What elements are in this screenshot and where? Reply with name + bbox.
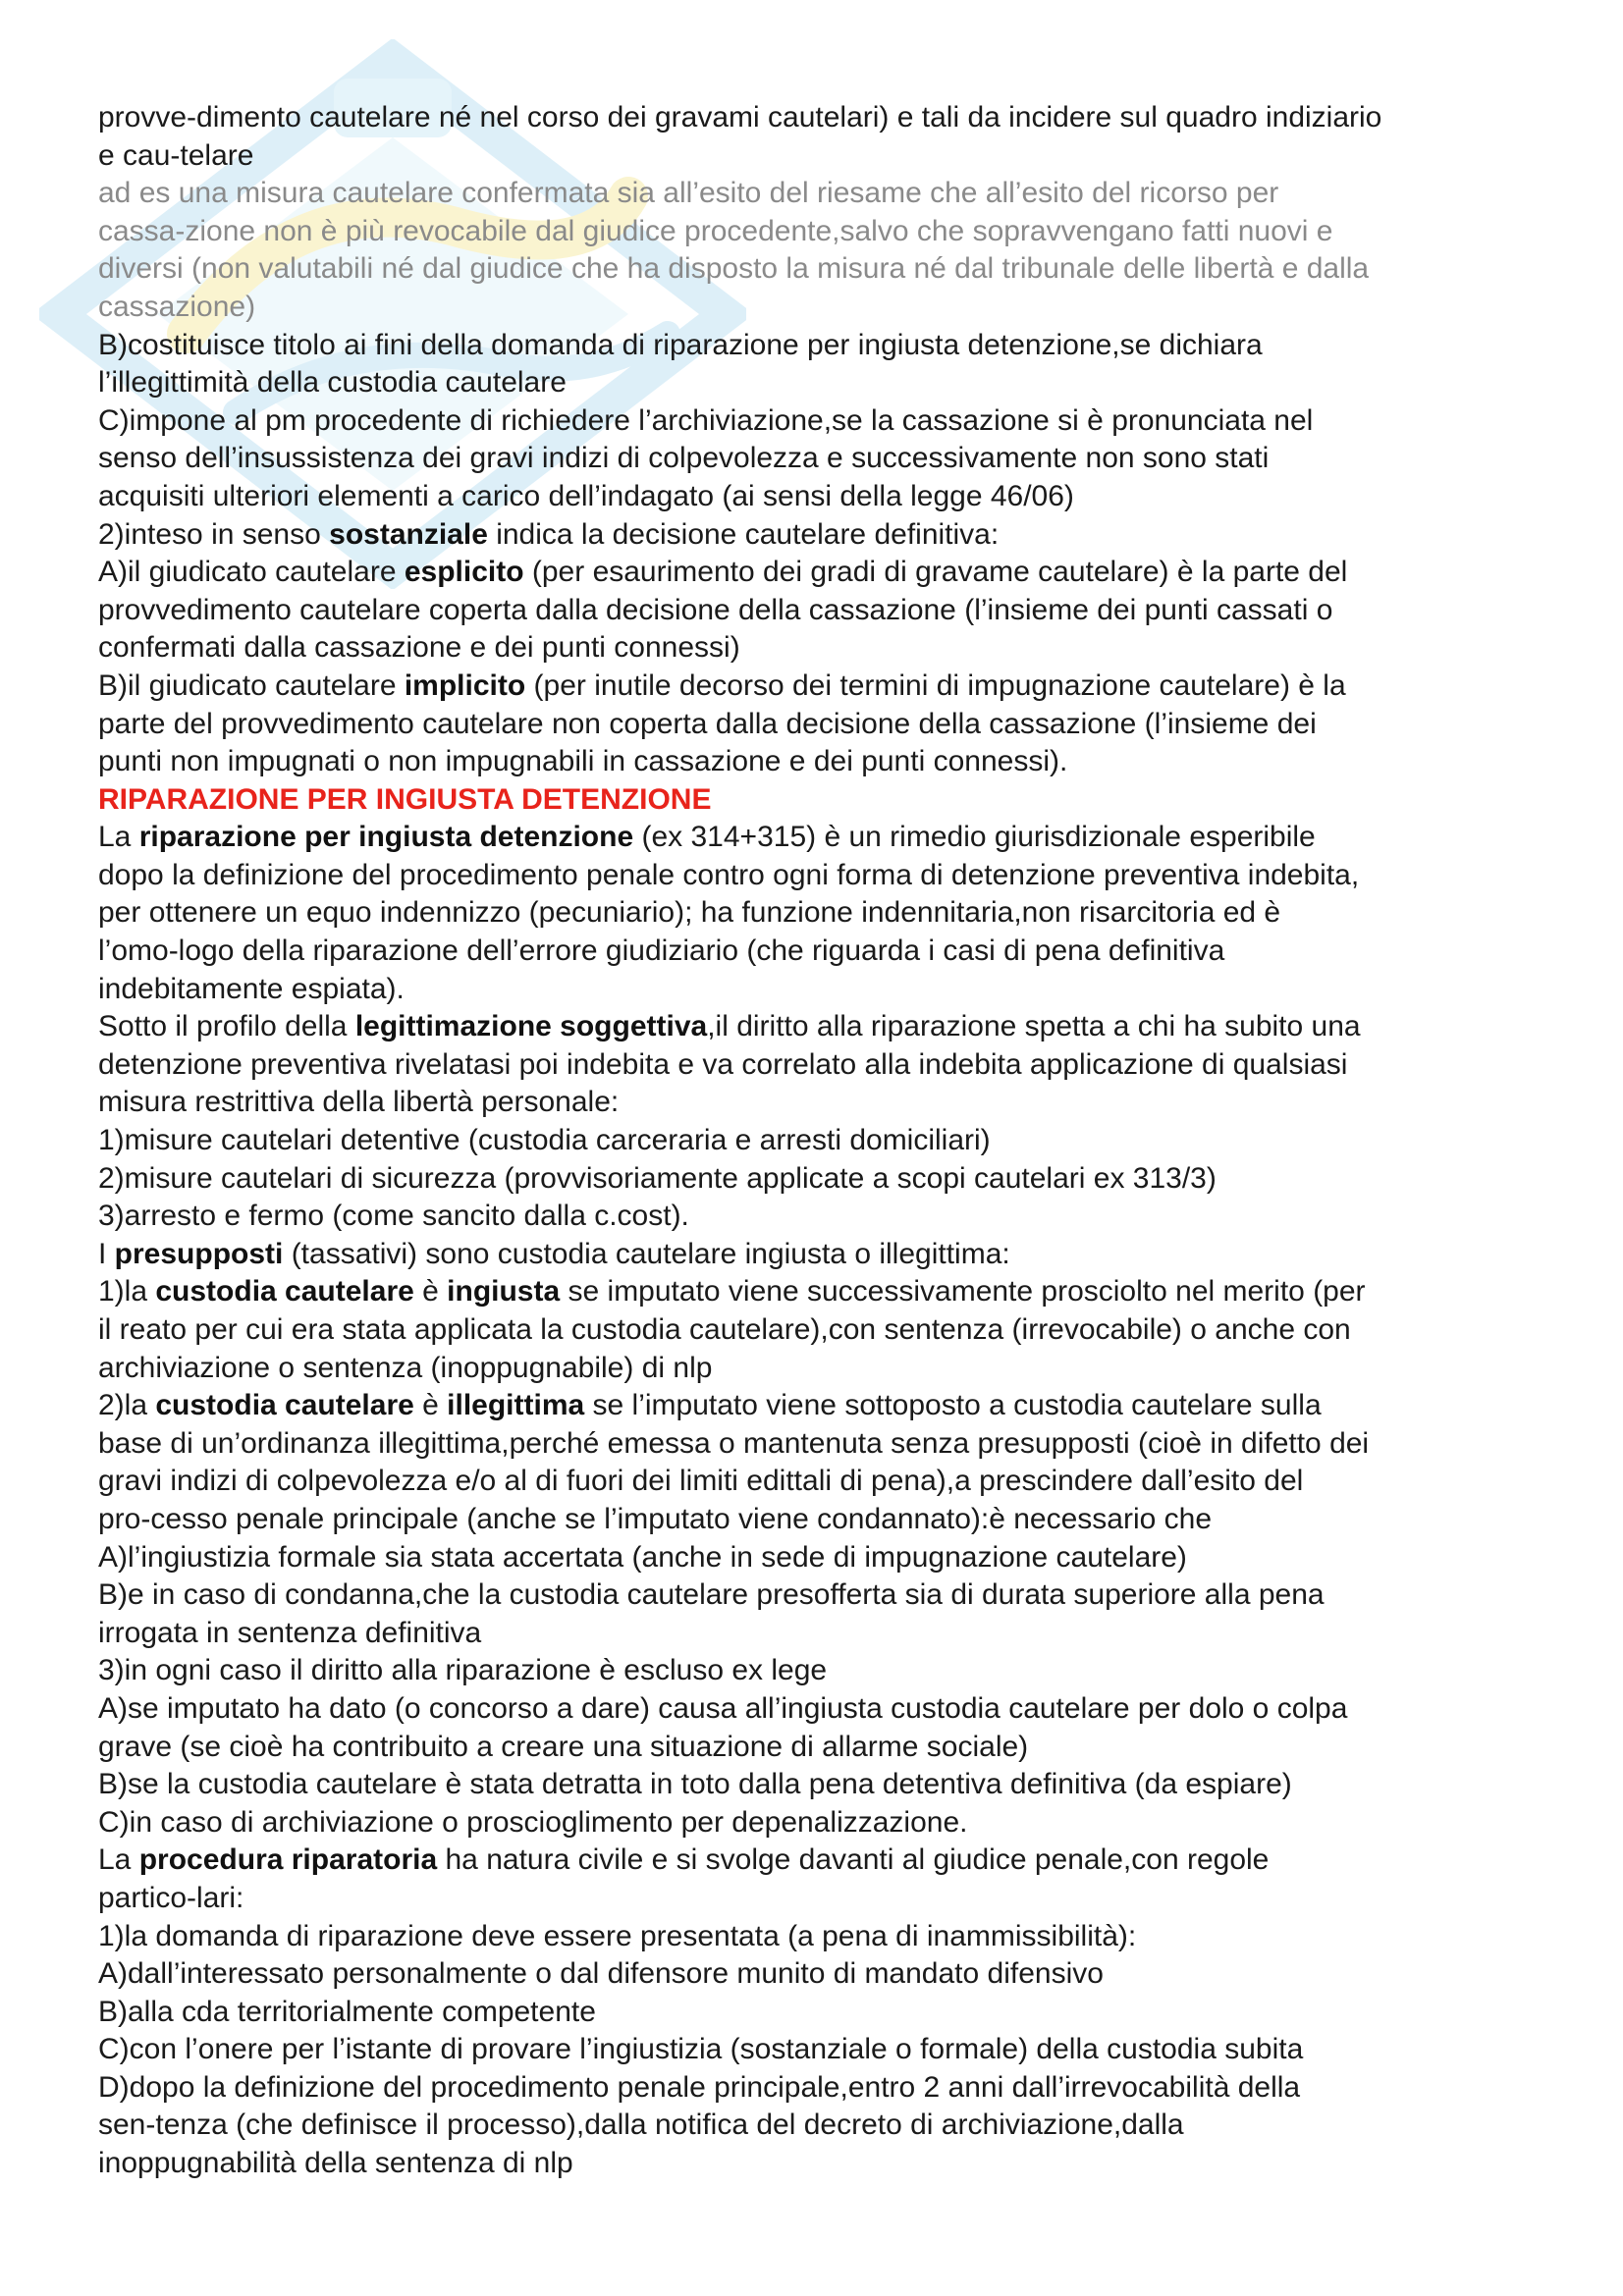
text-line: irrogata in sentenza definitiva	[98, 1616, 482, 1649]
note-line: ad es una misura cautelare confermata sia all’esito del riesame che all’esito del ricorso per	[98, 177, 1279, 210]
text-line	[98, 1842, 1551, 1880]
bold-term: legittimazione soggettiva	[354, 1010, 708, 1043]
text-line: parte del provvedimento cautelare non coperta dalla decisione della cassazione (l’insieme dei	[98, 707, 1317, 740]
text-run: (ex 314+315) è un rimedio giurisdizionale esperibile	[633, 821, 1316, 854]
text-line: B)costituisce titolo ai fini della domanda di riparazione per ingiusta detenzione,se dichiara	[98, 328, 1263, 361]
text-line: l’omo-logo della riparazione dell’errore giudiziario (che riguarda i casi di pena definitiva	[98, 934, 1225, 968]
text-line: acquisiti ulteriori elementi a carico dell’indagato (ai sensi della legge 46/06)	[98, 479, 1074, 512]
text-run: ha natura civile e si svolge davanti al giudice penale,con regole	[437, 1843, 1270, 1877]
text-line: 3)in ogni caso il diritto alla riparazione è escluso ex lege	[98, 1654, 828, 1687]
text-line: indebitamente espiata).	[98, 972, 405, 1005]
bold-term: custodia cautelare	[155, 1275, 414, 1308]
text-line: punti non impugnati o non impugnabili in cassazione e dei punti connessi).	[98, 745, 1068, 778]
text-line	[98, 516, 1551, 555]
text-run: (tassativi) sono custodia cautelare ingiusta o illegittima:	[283, 1237, 1010, 1270]
text-line: misura restrittiva della libertà personale:	[98, 1086, 620, 1119]
text-line	[98, 1008, 1551, 1046]
text-run: (per esaurimento dei gradi di gravame cautelare) è la parte del	[523, 556, 1348, 589]
section-heading: RIPARAZIONE PER INGIUSTA DETENZIONE	[98, 782, 712, 816]
text-line: A)l’ingiustizia formale sia stata accertata (anche in sede di impugnazione cautelare)	[98, 1540, 1187, 1574]
text-line: C)impone al pm procedente di richiedere l’archiviazione,se la cassazione si è pronunciata nel	[98, 403, 1314, 437]
text-line: grave (se cioè ha contribuito a creare una situazione di allarme sociale)	[98, 1730, 1029, 1763]
document-page	[98, 99, 1551, 2183]
note-line: diversi (non valutabili né dal giudice che ha disposto la misura né dal tribunale delle libertà e dalla	[98, 252, 1370, 286]
text-line: D)dopo la definizione del procedimento penale principale,entro 2 anni dall’irrevocabilità della	[98, 2070, 1301, 2104]
bold-term: implicito	[404, 668, 526, 702]
text-line: sen-tenza (che definisce il processo),dalla notifica del decreto di archiviazione,dalla	[98, 2109, 1184, 2142]
text-line: B)e in caso di condanna,che la custodia cautelare presofferta sia di durata superiore alla pena	[98, 1578, 1325, 1612]
text-line: B)se la custodia cautelare è stata detratta in toto dalla pena detentiva definitiva (da espiare)	[98, 1768, 1292, 1801]
text-run: ,il diritto alla riparazione spetta a chi ha subito una	[707, 1010, 1361, 1043]
text-line: 3)arresto e fermo (come sancito dalla c.cost).	[98, 1200, 689, 1233]
text-line	[98, 1273, 1551, 1311]
bold-term: illegittima	[447, 1389, 585, 1422]
bold-term: presupposti	[114, 1237, 284, 1270]
text-line	[98, 554, 1551, 592]
text-run: è	[413, 1275, 448, 1308]
text-line: A)dall’interessato personalmente o dal difensore munito di mandato difensivo	[98, 1957, 1104, 1991]
text-line: senso dell’insussistenza dei gravi indizi di colpevolezza e successivamente non sono stati	[98, 442, 1270, 475]
text-line: A)se imputato ha dato (o concorso a dare) causa all’ingiusta custodia cautelare per dolo o colpa	[98, 1691, 1348, 1725]
text-line	[98, 1236, 1551, 1274]
text-line: l’illegittimità della custodia cautelare	[98, 366, 567, 400]
text-line: 1)la domanda di riparazione deve essere presentata (a pena di inammissibilità):	[98, 1919, 1137, 1952]
bold-term: esplicito	[404, 556, 524, 589]
bold-term: ingiusta	[447, 1275, 561, 1308]
text-run: B)il giudicato cautelare	[98, 668, 405, 702]
note-line: cassazione)	[98, 290, 256, 323]
text-run: 2)inteso in senso	[98, 517, 330, 551]
text-line: 2)misure cautelari di sicurezza (provvisoriamente applicate a scopi cautelari ex 313/3)	[98, 1161, 1217, 1195]
text-line: B)alla cda territorialmente competente	[98, 1995, 596, 2028]
text-run: 2)la	[98, 1389, 156, 1422]
text-line: provve-dimento cautelare né nel corso dei gravami cautelari) e tali da incidere sul quadro indiziario	[98, 101, 1382, 133]
text-line: 1)misure cautelari detentive (custodia carceraria e arresti domiciliari)	[98, 1124, 991, 1157]
text-line: inoppugnabilità della sentenza di nlp	[98, 2147, 573, 2180]
text-run: (per inutile decorso dei termini di impugnazione cautelare) è la	[525, 668, 1346, 702]
text-line: provvedimento cautelare coperta dalla decisione della cassazione (l’insieme dei punti cassati o	[98, 593, 1333, 626]
text-run: I	[98, 1237, 115, 1270]
text-line: il reato per cui era stata applicata la custodia cautelare),con sentenza (irrevocabile) o anche con	[98, 1313, 1351, 1346]
text-line: partico-lari:	[98, 1881, 244, 1914]
text-line: dopo la definizione del procedimento penale contro ogni forma di detenzione preventiva indebita,	[98, 858, 1360, 891]
text-line: base di un’ordinanza illegittima,perché emessa o mantenuta senza presupposti (cioè in difetto dei	[98, 1426, 1370, 1460]
bold-term: riparazione per ingiusta detenzione	[138, 821, 634, 854]
text-line	[98, 667, 1551, 706]
text-line: pro-cesso penale principale (anche se l’imputato viene condannato):è necessario che	[98, 1502, 1213, 1535]
text-line	[98, 819, 1551, 857]
text-line: confermati dalla cassazione e dei punti connessi)	[98, 631, 740, 665]
text-line: e cau-telare	[98, 138, 254, 172]
text-run: se imputato viene successivamente prosciolto nel merito (per	[560, 1275, 1366, 1308]
text-run: A)il giudicato cautelare	[98, 556, 405, 589]
text-line: per ottenere un equo indennizzo (pecuniario); ha funzione indennitaria,non risarcitoria ed è	[98, 896, 1281, 930]
text-run: è	[413, 1389, 448, 1422]
text-line: C)in caso di archiviazione o proscioglimento per depenalizzazione.	[98, 1805, 968, 1839]
text-line: gravi indizi di colpevolezza e/o al di fuori dei limiti edittali di pena),a prescindere dall’esito del	[98, 1465, 1304, 1498]
text-line: detenzione preventiva rivelatasi poi indebita e va correlato alla indebita applicazione di qualsiasi	[98, 1047, 1348, 1081]
text-line: C)con l’onere per l’istante di provare l’ingiustizia (sostanziale o formale) della custodia subita	[98, 2033, 1304, 2066]
text-run: indica la decisione cautelare definitiva:	[487, 517, 1000, 551]
text-run: 1)la	[98, 1275, 156, 1308]
bold-term: custodia cautelare	[155, 1389, 414, 1422]
text-line: archiviazione o sentenza (inoppugnabile) di nlp	[98, 1351, 713, 1384]
note-line: cassa-zione non è più revocabile dal giudice procedente,salvo che sopravvengano fatti nuovi e	[98, 214, 1333, 247]
text-run: La	[98, 821, 139, 854]
text-line	[98, 1387, 1551, 1425]
text-run: Sotto il profilo della	[98, 1010, 355, 1043]
bold-term: procedura riparatoria	[138, 1843, 438, 1877]
text-run: La	[98, 1843, 139, 1877]
bold-term: sostanziale	[329, 517, 488, 551]
text-run: se l’imputato viene sottoposto a custodia cautelare sulla	[584, 1389, 1322, 1422]
